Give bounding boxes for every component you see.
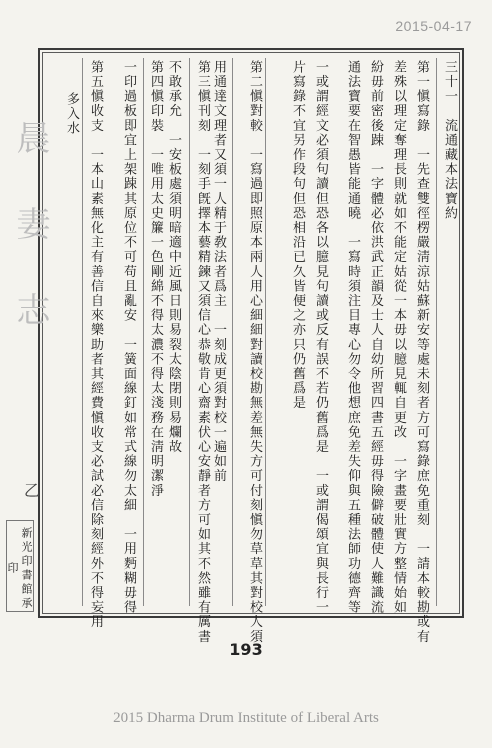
column-rule [232,58,233,606]
column-rule [143,58,144,606]
column-rule [436,58,437,606]
column-rule [82,58,83,606]
publisher-stamp: 新光印書館承印 [6,520,34,612]
text-column: 多入水 [64,92,79,136]
page-number: 193 [229,640,263,659]
text-column: 第四愼印裝 一唯用太史簾一色剛綿不得太濃不得太淺務在淸明潔淨 [148,60,163,498]
text-column: 一或謂經文必須句讀但恐各以臆見句讀或反有誤不若仍舊爲是 一或謂偈頌宜與長行一 [313,60,328,615]
date-watermark: 2015-04-17 [395,18,472,34]
text-column: 不敢承允 一安板處須明暗適中近風日則易裂太陰閉則易爛故 [166,60,181,455]
text-column: 第二愼對較 一寫過即照原本兩人用心細細對讀校勘無差無失方可付刻愼勿草草其對校人須 [247,60,262,644]
text-column: 第三愼刊刻 一刻手旣擇本藝精鍊又須信心恭敬肯心齋素伏心安靜者方可如其不然雖有厲書 [195,60,210,644]
column-rule [189,58,190,606]
spine-mark: 乙 [24,481,41,500]
text-column: 三十一 流通藏本法寶約 [442,60,457,221]
text-column: 一印過板即宜上架踈其原位不可苟且亂安 一簧面線釘如常式線勿太細 一用麪糊毋得 [121,60,136,615]
text-column: 第五愼收支 一本山素無化主有善信自來樂助者其經費愼收支必試必信除刻經外不得妄用 [88,60,103,630]
text-column: 差殊以理定奪理長則就如不能定姑從一本毋以臆見輒自更改 一字畫要壯實方整情始如 [391,60,406,615]
text-column: 片寫錄不宜另作段句但恐相沿已久皆便之亦只仍舊爲是 [290,60,305,411]
spine-title: 晨 妻 志 [10,120,50,332]
column-rule [265,58,266,606]
text-column: 通法寶要在智愚皆能通曉 一寫時須注目專心勿令他想庶免差失仰與五種法師功德齊等 [345,60,360,615]
text-column: 紛毋前密後踈 一字體必依洪武正韻及士人自幼所習四書五經毋得險僻破體使人難識流 [368,60,383,615]
text-column: 第一愼寫錄 一先查雙徑楞嚴淸涼姑蘇新安等處未刻者方可寫錄庶免重刻 一請本較勘或有 [414,60,429,644]
text-column: 用通達文理者又須一人精于敎法者爲主 一刻成更須對校一遍如前 [211,60,226,484]
footer-watermark: 2015 Dharma Drum Institute of Liberal Arts [113,710,379,726]
